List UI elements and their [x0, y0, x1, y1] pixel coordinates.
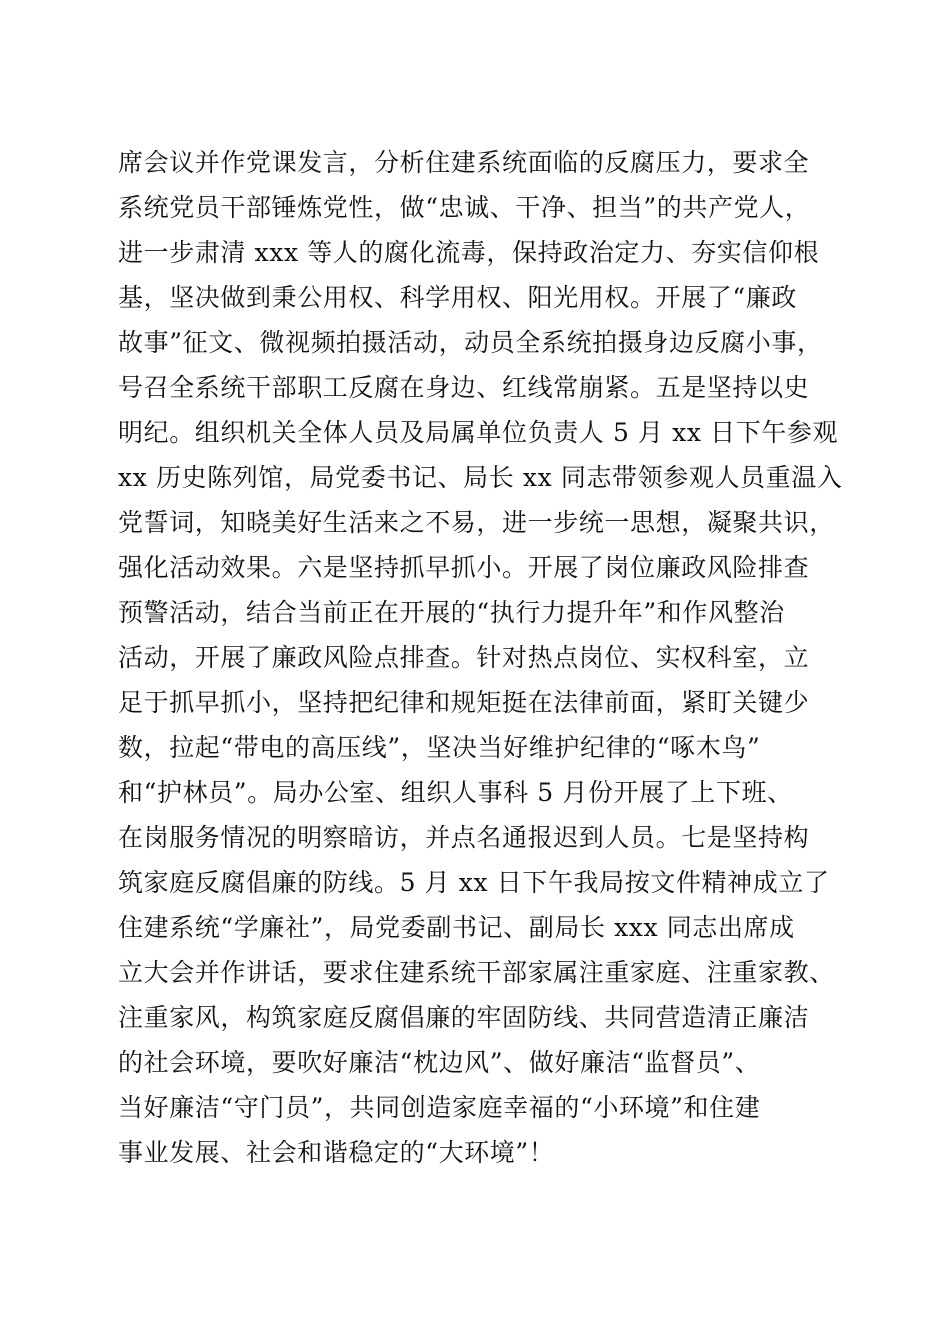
- text-line-1: 席会议并作党课发言，分析住建系统面临的反腐压力，要求全: [118, 148, 810, 177]
- text-line-20: 注重家风，构筑家庭反腐倡廉的牢固防线、共同营造清正廉洁: [118, 1003, 810, 1032]
- text-line-13: 足于抓早抓小，坚持把纪律和规矩挺在法律前面，紧盯关键少: [118, 688, 810, 717]
- text-line-21: 的社会环境，要吹好廉洁“枕边风”、做好廉洁“监督员”、: [118, 1048, 761, 1077]
- text-line-16: 在岗服务情况的明察暗访，并点名通报迟到人员。七是坚持构: [118, 823, 810, 852]
- text-line-15: 和“护林员”。局办公室、组织人事科 5 月份开展了上下班、: [118, 778, 793, 807]
- text-line-5: 故事”征文、微视频拍摄活动，动员全系统拍摄身边反腐小事，: [118, 328, 823, 357]
- text-line-18: 住建系统“学廉社”，局党委副书记、副局长 xxx 同志出席成: [118, 913, 795, 942]
- text-line-3: 进一步肃清 xxx 等人的腐化流毒，保持政治定力、夯实信仰根: [118, 238, 820, 267]
- text-line-9: 党誓词，知晓美好生活来之不易，进一步统一思想，凝聚共识，: [118, 508, 835, 537]
- text-line-23: 事业发展、社会和谐稳定的“大环境”！: [118, 1138, 555, 1167]
- text-line-6: 号召全系统干部职工反腐在身边、红线常崩紧。五是坚持以史: [118, 373, 810, 402]
- text-line-2: 系统党员干部锤炼党性，做“忠诚、干净、担当”的共产党人，: [118, 193, 811, 222]
- body-paragraph: [118, 140, 843, 1175]
- text-line-22: 当好廉洁“守门员”，共同创造家庭幸福的“小环境”和住建: [118, 1093, 761, 1122]
- text-line-7: 明纪。组织机关全体人员及局属单位负责人 5 月 xx 日下午参观: [118, 418, 839, 447]
- text-line-8: xx 历史陈列馆，局党委书记、局长 xx 同志带领参观人员重温入: [118, 463, 843, 492]
- text-line-10: 强化活动效果。六是坚持抓早抓小。开展了岗位廉政风险排查: [118, 553, 810, 582]
- text-line-11: 预警活动，结合当前正在开展的“执行力提升年”和作风整治: [118, 598, 785, 627]
- text-line-17: 筑家庭反腐倡廉的防线。5 月 xx 日下午我局按文件精神成立了: [118, 868, 830, 897]
- text-line-19: 立大会并作讲话，要求住建系统干部家属注重家庭、注重家教、: [118, 958, 835, 987]
- text-line-4: 基，坚决做到秉公用权、科学用权、阳光用权。开展了“廉政: [118, 283, 797, 312]
- text-line-14: 数，拉起“带电的高压线”，坚决当好维护纪律的“啄木鸟”: [118, 733, 761, 762]
- text-line-12: 活动，开展了廉政风险点排查。针对热点岗位、实权科室，立: [118, 643, 810, 672]
